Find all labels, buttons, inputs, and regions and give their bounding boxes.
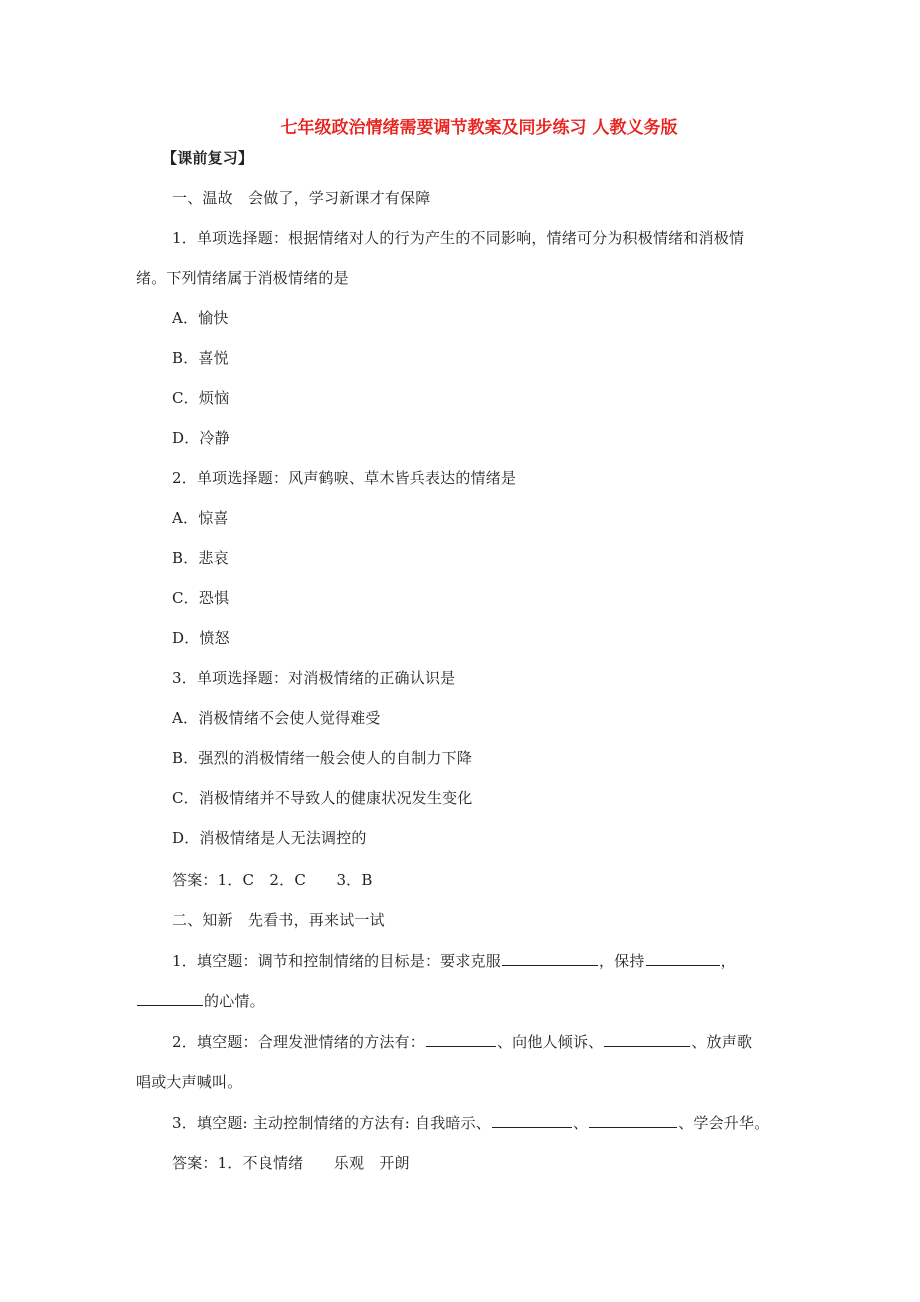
part1-heading: 一、温故 会做了，学习新课才有保障 [172,189,431,207]
fill-question-2 [172,1032,752,1052]
fill3-blank-1[interactable] [492,1113,572,1128]
fill2-blank-2[interactable] [604,1032,690,1047]
q3-option-c: C．消极情绪并不导致人的健康状况发生变化 [172,789,473,807]
fill1-text-a: 1．填空题：调节和控制情绪的目标是：要求克服 [172,952,501,970]
part2-heading: 二、知新 先看书，再来试一试 [172,911,385,929]
question-1-line-2: 绪。下列情绪属于消极情绪的是 [136,269,349,287]
fill1-text-c: ， [720,952,736,970]
fill2-text-a: 2．填空题：合理发泄情绪的方法有： [172,1033,425,1051]
fill-question-1-line-2 [136,991,265,1011]
fill-question-1 [172,951,736,971]
document-title: 七年级政治情绪需要调节教案及同步练习 人教义务版 [280,118,678,138]
fill1-blank-2[interactable] [646,951,720,966]
fill1-text-b: ，保持 [598,952,645,970]
fill2-blank-1[interactable] [426,1032,496,1047]
q1-option-a: A．愉快 [172,309,229,327]
q2-option-a: A．惊喜 [172,509,229,527]
fill3-blank-2[interactable] [589,1113,677,1128]
fill3-text-a: 3．填空题: 主动控制情绪的方法有: 自我暗示、 [172,1114,491,1132]
answer-part1: 答案：1．C 2．C 3．B [172,871,373,889]
question-1-line-1: 1．单项选择题：根据情绪对人的行为产生的不同影响，情绪可分为积极情绪和消极情 [172,229,745,247]
q3-option-b: B．强烈的消极情绪一般会使人的自制力下降 [172,749,473,767]
answer-part2: 答案：1．不良情绪 乐观 开朗 [172,1154,410,1172]
question-2: 2．单项选择题：风声鹤唳、草木皆兵表达的情绪是 [172,469,517,487]
q2-option-b: B．悲哀 [172,549,229,567]
fill-question-3 [172,1113,769,1133]
fill2-text-c: 、放声歌 [691,1033,753,1051]
q3-option-a: A．消极情绪不会使人觉得难受 [172,709,381,727]
fill3-text-c: 、学会升华。 [678,1114,770,1132]
q2-option-c: C．恐惧 [172,589,230,607]
q3-option-d: D．消极情绪是人无法调控的 [172,829,367,847]
q1-option-b: B．喜悦 [172,349,229,367]
fill3-text-b: 、 [573,1114,589,1132]
fill1-blank-3[interactable] [137,991,203,1006]
fill2-text-b: 、向他人倾诉、 [496,1033,604,1051]
q1-option-c: C．烦恼 [172,389,230,407]
question-3: 3．单项选择题：对消极情绪的正确认识是 [172,669,456,687]
review-heading: 【课前复习】 [162,149,254,167]
fill-question-2-line-2: 唱或大声喊叫。 [136,1073,243,1091]
q1-option-d: D．冷静 [172,429,230,447]
fill1-blank-1[interactable] [502,951,598,966]
q2-option-d: D．愤怒 [172,629,230,647]
fill1-text-d: 的心情。 [204,992,265,1010]
